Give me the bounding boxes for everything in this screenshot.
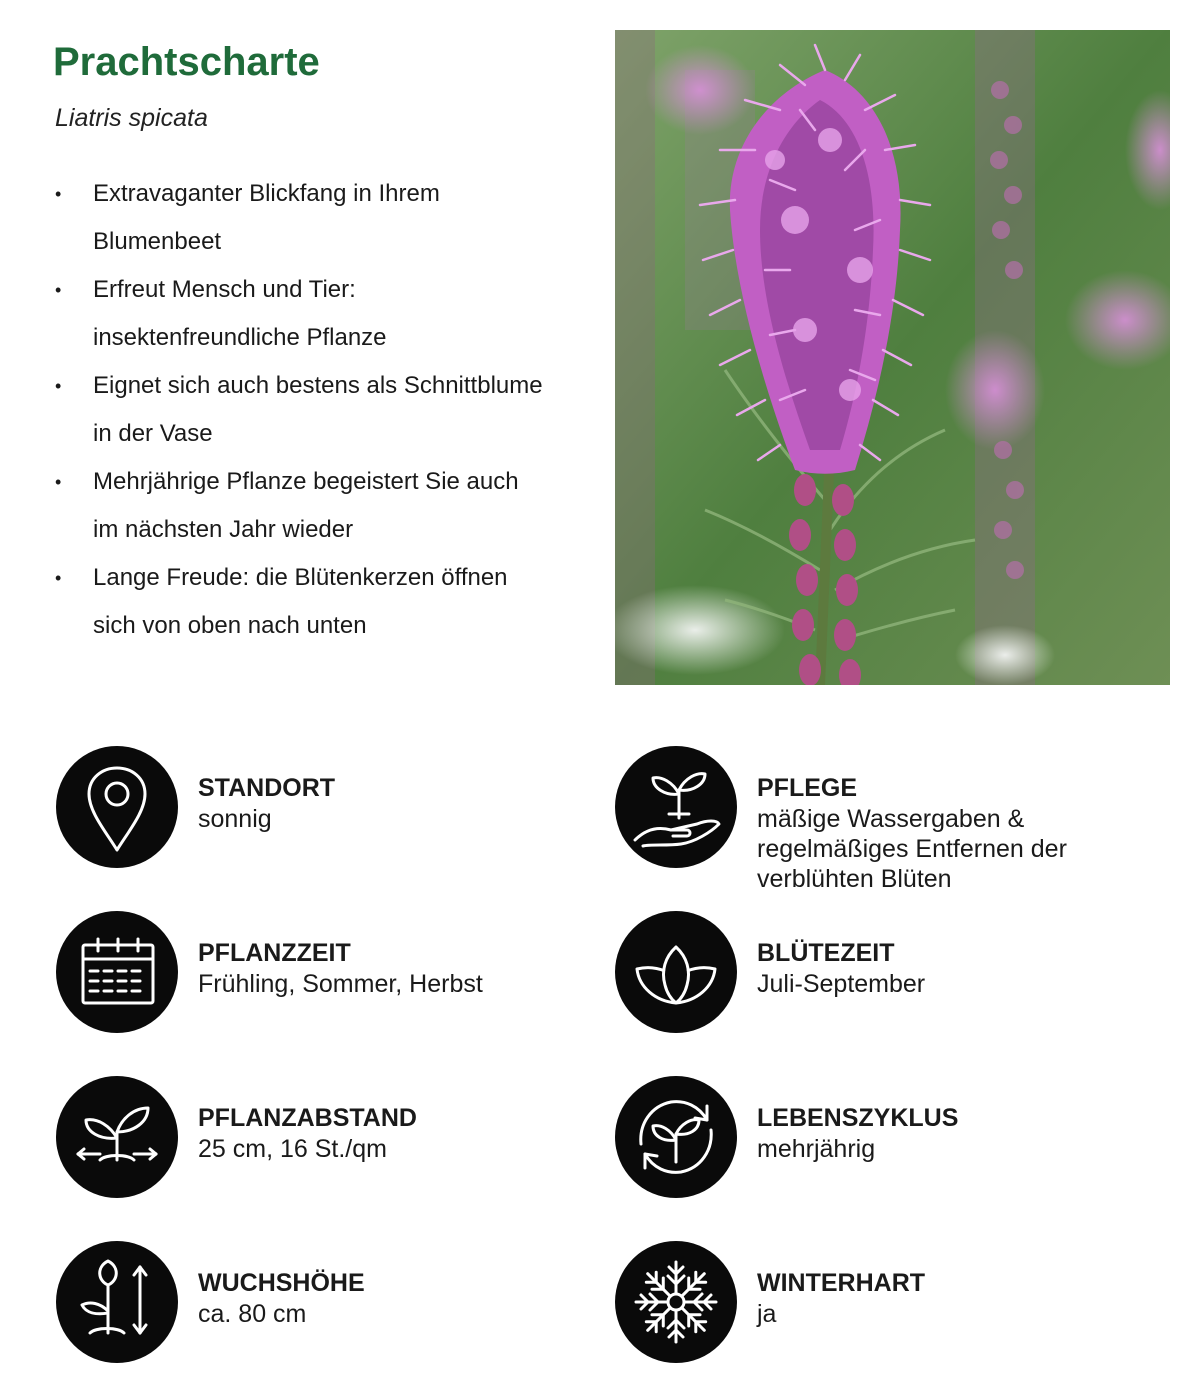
page-title: Prachtscharte: [53, 40, 320, 84]
product-photo: [615, 30, 1170, 685]
recycle-plant-icon: [615, 1076, 737, 1198]
feature-value: mäßige Wassergaben & regelmäßiges Entfernen der verblühten Blüten: [757, 805, 1067, 893]
bullet-text-line2: Blumenbeet: [93, 228, 222, 255]
feature-value: ja: [757, 1300, 777, 1328]
plant-spacing-icon: [56, 1076, 178, 1198]
bullet-text-line2: insektenfreundliche Pflanze: [93, 324, 387, 351]
feature-label: WUCHSHÖHE: [198, 1269, 365, 1297]
bullet-text-line1: Extravaganter Blickfang in Ihrem: [93, 180, 440, 207]
feature-bullet-list: [55, 170, 595, 650]
bullet-item: [55, 266, 595, 362]
location-pin-icon: [56, 746, 178, 868]
feature-value: sonnig: [198, 805, 272, 833]
bullet-dot: •: [55, 568, 62, 588]
bullet-text-line2: im nächsten Jahr wieder: [93, 516, 354, 543]
snowflake-icon: [615, 1241, 737, 1363]
bullet-dot: •: [55, 472, 62, 492]
bullet-text-line1: Erfreut Mensch und Tier:: [93, 276, 356, 303]
feature-label: STANDORT: [198, 774, 336, 802]
feature-label: PFLEGE: [757, 774, 858, 802]
hand-seedling-icon: [615, 746, 737, 868]
feature-label: WINTERHART: [757, 1269, 926, 1297]
bullet-item: [55, 458, 595, 554]
bullet-item: [55, 362, 595, 458]
feature-label: LEBENSZYKLUS: [757, 1104, 959, 1132]
feature-value: 25 cm, 16 St./qm: [198, 1135, 387, 1163]
bullet-item: [55, 554, 595, 650]
bullet-dot: •: [55, 376, 62, 396]
feature-value: ca. 80 cm: [198, 1300, 307, 1328]
bullet-dot: •: [55, 280, 62, 300]
calendar-icon: [56, 911, 178, 1033]
bullet-dot: •: [55, 184, 62, 204]
bullet-text-line1: Mehrjährige Pflanze begeistert Sie auch: [93, 468, 519, 495]
feature-label: PFLANZZEIT: [198, 939, 351, 967]
bullet-item: [55, 170, 595, 266]
feature-value: Frühling, Sommer, Herbst: [198, 970, 483, 998]
bullet-text-line2: in der Vase: [93, 420, 213, 447]
lotus-flower-icon: [615, 911, 737, 1033]
feature-label: BLÜTEZEIT: [757, 939, 895, 967]
feature-value: Juli-September: [757, 970, 926, 998]
bullet-text-line2: sich von oben nach unten: [93, 612, 367, 639]
latin-name: Liatris spicata: [55, 104, 208, 132]
bullet-text-line1: Lange Freude: die Blütenkerzen öffnen: [93, 564, 508, 591]
bullet-text-line1: Eignet sich auch bestens als Schnittblume: [93, 372, 543, 399]
plant-height-icon: [56, 1241, 178, 1363]
feature-value: mehrjährig: [757, 1135, 876, 1163]
feature-label: PFLANZABSTAND: [198, 1104, 417, 1132]
